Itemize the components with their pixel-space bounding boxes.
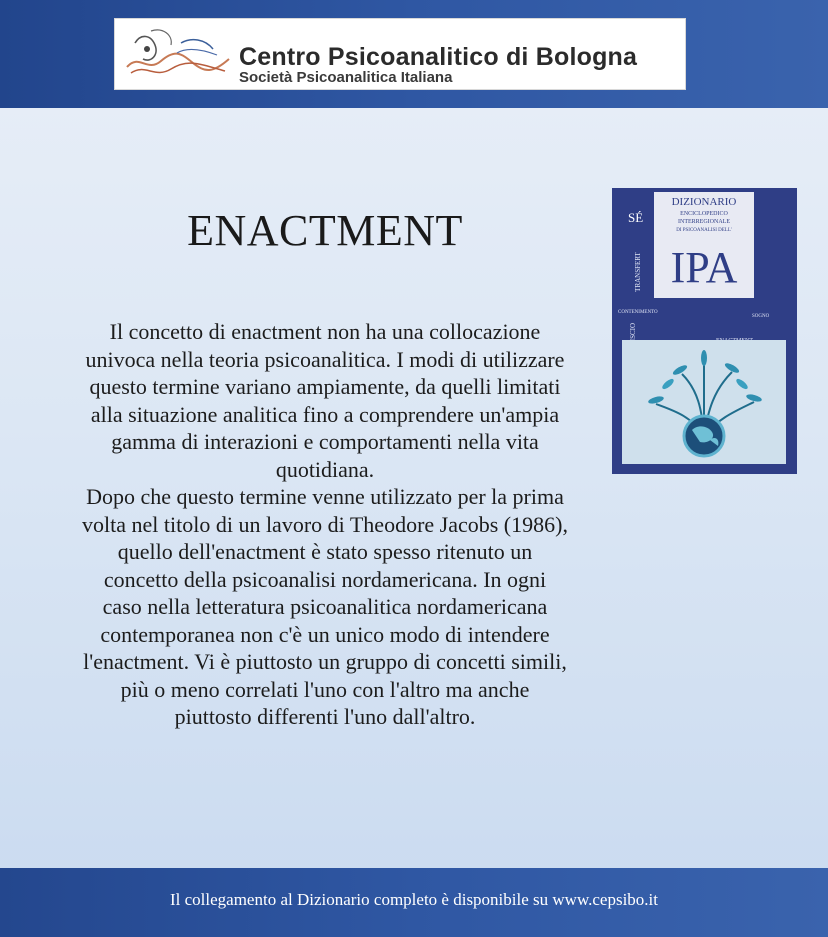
logo-mark-icon <box>121 23 233 85</box>
page-title: ENACTMENT <box>187 206 463 255</box>
paragraph-1: Il concetto di enactment non ha una collocazione univoca nella teoria psicoanalitica. I modi di utilizzare questo termine variano ampiamente, da quelli limitati alla situazione analitica fino a comprendere un'ampia gamma di interazioni e comportamenti nella vita quotidiana. <box>85 319 565 482</box>
cover-title-psicoanalisi: DI PSICOANALISI DELL' <box>676 228 732 233</box>
cover-word-sogno: SOGNO <box>752 314 770 319</box>
tree-globe-illustration <box>622 340 786 464</box>
organization-subtitle: Società Psicoanalitica Italiana <box>239 69 453 86</box>
footer-link-text[interactable]: Il collegamento al Dizionario completo è disponibile su www.cepsibo.it <box>169 890 658 909</box>
article-body <box>82 318 568 731</box>
cover-title-ipa: IPA <box>670 243 738 292</box>
cover-title-panel <box>654 192 754 298</box>
cover-title-interregionale: INTERREGIONALE <box>678 219 730 225</box>
cover-illustration-panel <box>622 340 786 464</box>
logo-banner[interactable] <box>114 18 686 90</box>
cover-word-se: SÉ <box>628 210 644 225</box>
paragraph-2: Dopo che questo termine venne utilizzato per la prima volta nel titolo di un lavoro di Theodore Jacobs (1986), quello dell'enactment è stato spesso ritenuto un concetto della psicoanalisi nordamericana. In ogni caso nella letteratura psicoanalitica nordamericana contemporanea non c'è un unico modo di intendere l'enactment. Vi è piuttosto un gruppo di concetti simili, più o meno correlati l'uno con l'altro ma anche piuttosto differenti l'uno dall'altro. <box>82 484 568 729</box>
cover-word-contenimento: CONTENIMENTO <box>618 310 658 315</box>
cover-title-enciclopedico: ENCICLOPEDICO <box>680 211 728 217</box>
dictionary-book-cover[interactable] <box>612 188 797 474</box>
organization-name: Centro Psicoanalitico di Bologna <box>239 43 638 71</box>
cover-word-transfert: TRANSFERT <box>633 252 642 292</box>
cover-title-dizionario: DIZIONARIO <box>671 196 737 208</box>
